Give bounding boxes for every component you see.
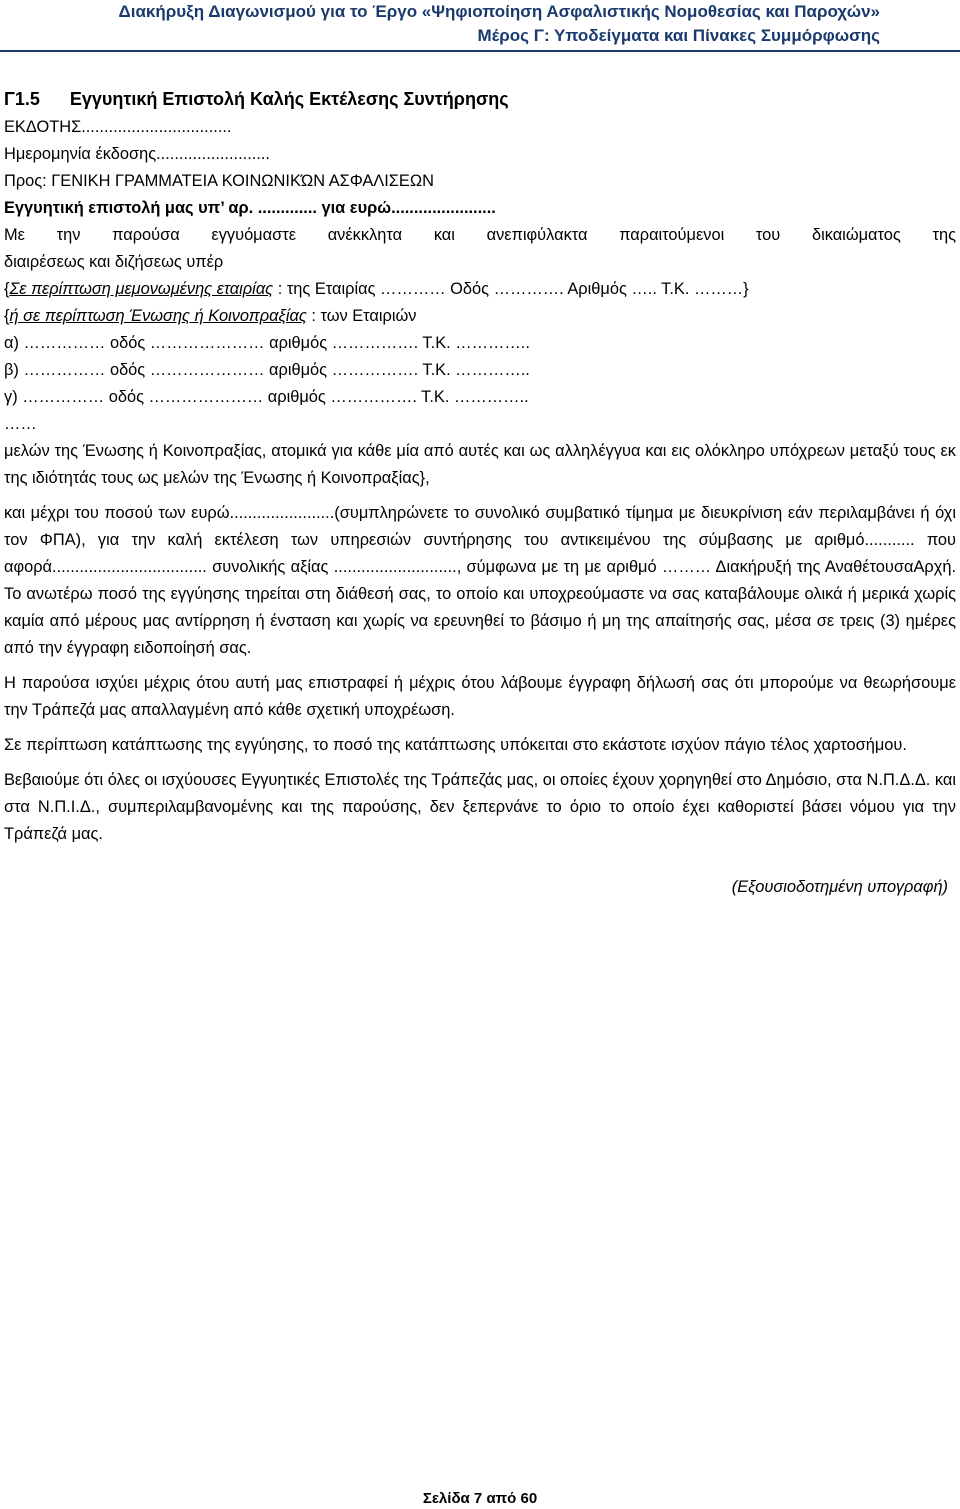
single-company-fields: : της Εταιρίας ………… Οδός …………. Αριθμός ….. Τ.Κ. ………} bbox=[273, 280, 749, 298]
header-subtitle: Μέρος Γ: Υποδείγματα και Πίνακες Συμμόρφωσης bbox=[477, 26, 880, 45]
page-number: Σελίδα 7 από 60 bbox=[422, 1490, 538, 1507]
member-b: β) …………… οδός ………………… αριθμός ……………. Τ.Κ. ………….. bbox=[4, 361, 530, 379]
brace-open: { bbox=[4, 280, 10, 298]
union-line bbox=[4, 303, 956, 330]
stamp-duty-paragraph: Σε περίπτωση κατάπτωσης της εγγύησης, το ποσό της κατάπτωσης υπόκειται στο εκάστοτε ισχύον πάγιο τέλος χαρτοσήμου. bbox=[4, 736, 907, 754]
intro-line-1: Με την παρούσα εγγυόμαστε ανέκκλητα και ανεπιφύλακτα παραιτούμενοι του δικαιώματος της bbox=[4, 226, 956, 244]
brace-open: { bbox=[4, 307, 10, 325]
member-c: γ) …………… οδός ………………… αριθμός ……………. Τ.Κ. ………….. bbox=[4, 388, 529, 406]
amount-paragraph: και μέχρι του ποσού των ευρώ.......................(συμπληρώνετε το συνολικό συμβατικό τίμημα με διευκρίνιση εάν περιλαμβάνει ή όχι τον ΦΠΑ), για την καλή εκτέλεση των υπηρεσιών συντήρησης του αντικειμένου της σύμβασης με αριθμό........... που αφορά.................................. συνολικής αξίας ..........................., σύμφωνα με τη με αριθμό ……… Διακήρυξή της ΑναθέτουσαΑρχή. Το ανωτέρω ποσό της εγγύησης τηρείται στη διάθεσή σας, το οποίο και υποχρεούμαστε να σας καταβάλουμε ολικά ή μερικά χωρίς καμία από μέρους μας αντίρρηση ή ένσταση και χωρίς να ερευνηθεί το βάσιμο ή μη της απαίτησής σας, μέσα σε τρεις (3) ημέρες από την έγγραφη ειδοποίησή σας. bbox=[4, 504, 956, 657]
signature-line: (Εξουσιοδοτημένη υπογραφή) bbox=[731, 878, 948, 896]
member-more: …… bbox=[4, 415, 37, 433]
header-title: Διακήρυξη Διαγωνισμού για το Έργο «Ψηφιοποίηση Ασφαλιστικής Νομοθεσίας και Παροχών» bbox=[118, 2, 880, 21]
guarantee-number-line: Εγγυητική επιστολή μας υπ’ αρ. ............. για ευρώ....................... bbox=[4, 199, 496, 217]
issuer-line: ΕΚΔΟΤΗΣ................................. bbox=[4, 118, 232, 136]
document-body bbox=[4, 84, 956, 901]
members-paragraph: μελών της Ένωσης ή Κοινοπραξίας, ατομικά για κάθε μία από αυτές και ως αλληλέγγυα και εις ολόκληρο υπόχρεων μεταξύ τους εκ της ιδιότητάς τους ως μελών της Ένωσης ή Κοινοπραξίας}, bbox=[4, 442, 956, 487]
page-header bbox=[0, 0, 960, 48]
single-company-line bbox=[4, 276, 956, 303]
certification-paragraph: Βεβαιούμε ότι όλες οι ισχύουσες Εγγυητικές Επιστολές της Τράπεζάς μας, οι οποίες έχουν χορηγηθεί στο Δημόσιο, στα Ν.Π.Δ.Δ. και στα Ν.Π.Ι.Δ., συμπεριλαμβανομένης και της παρούσης, δεν ξεπερνάνε το όριο το οποίο έχει καθοριστεί βάσει νόμου για την Τράπεζά μας. bbox=[4, 771, 957, 843]
validity-paragraph: Η παρούσα ισχύει μέχρις ότου αυτή μας επιστραφεί ή μέχρις ότου λάβουμε έγγραφη δήλωσή σας ότι μπορούμε να θεωρήσουμε την Τράπεζά μας απαλλαγμένη από κάθε σχετική υποχρέωση. bbox=[4, 674, 956, 719]
issue-date-line: Ημερομηνία έκδοσης......................... bbox=[4, 145, 270, 163]
union-label: ή σε περίπτωση Ένωσης ή Κοινοπραξίας bbox=[9, 307, 307, 325]
union-fields: : των Εταιριών bbox=[306, 307, 417, 325]
single-company-label: Σε περίπτωση μεμονωμένης εταιρίας bbox=[9, 280, 274, 298]
member-a: α) …………… οδός ………………… αριθμός ……………. Τ.Κ. ………….. bbox=[4, 334, 530, 352]
recipient-line: Προς: ΓΕΝΙΚΗ ΓΡΑΜΜΑΤΕΙΑ ΚΟΙΝΩΝΙΚΏΝ ΑΣΦΑΛΙΣΕΩΝ bbox=[4, 172, 434, 190]
header-divider bbox=[0, 50, 960, 52]
section-title: Γ1.5 Εγγυητική Επιστολή Καλής Εκτέλεσης Συντήρησης bbox=[4, 89, 509, 109]
intro-line-2: διαιρέσεως και διζήσεως υπέρ bbox=[4, 253, 224, 271]
